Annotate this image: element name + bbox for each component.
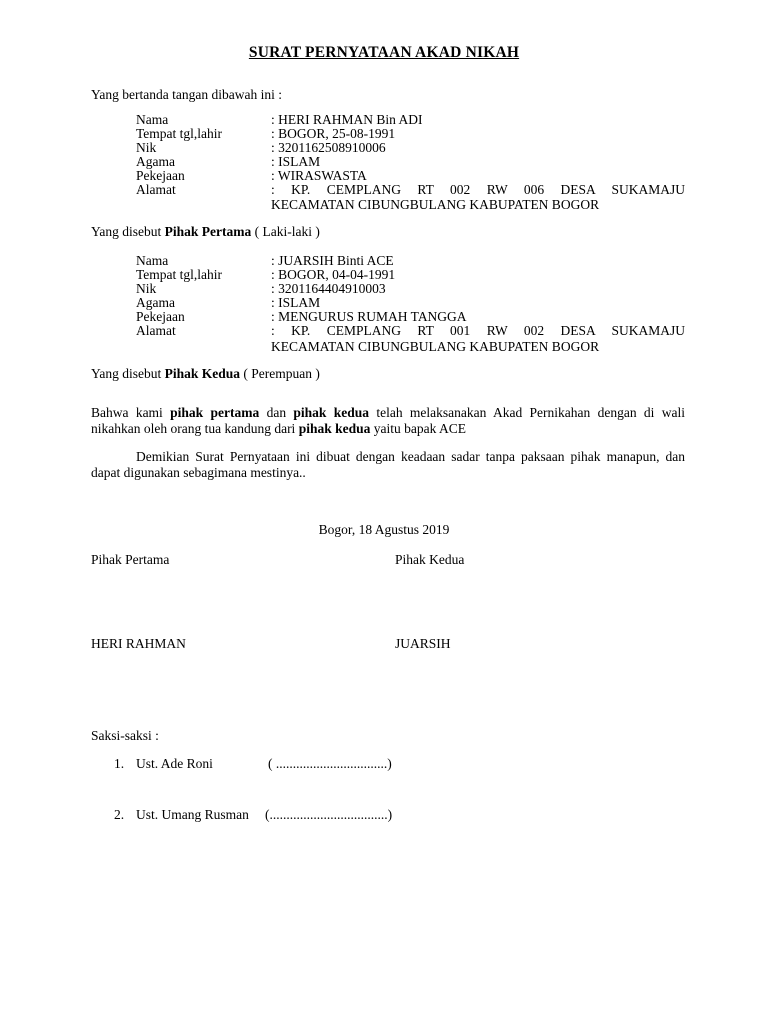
party1-nik-value: : 3201162508910006 bbox=[271, 140, 386, 155]
witness-signature-line: (...................................) bbox=[265, 807, 393, 822]
party2-religion-value: : ISLAM bbox=[271, 295, 321, 310]
party2-name-value: : JUARSIH Binti ACE bbox=[271, 253, 394, 268]
party1-job-label: Pekejaan bbox=[136, 168, 185, 183]
signature-left-label: Pihak Pertama bbox=[91, 552, 170, 567]
party1-birth-label: Tempat tgl,lahir bbox=[136, 126, 223, 141]
party1-role: Pihak Pertama bbox=[164, 224, 252, 239]
party1-job-value: : WIRASWASTA bbox=[271, 168, 367, 183]
closing-paragraph: Demikian Surat Pernyataan ini dibuat dengan keadaan sadar tanpa paksaan pihak manapun, dan dapat digunakan sebagimana mestinya.. bbox=[91, 449, 685, 480]
party2-job-label: Pekejaan bbox=[136, 309, 185, 324]
party1-name-value: : HERI RAHMAN Bin ADI bbox=[271, 112, 423, 127]
party2-job-value: : MENGURUS RUMAH TANGGA bbox=[271, 309, 467, 324]
party2-name-label: Nama bbox=[136, 253, 169, 268]
party1-religion-label: Agama bbox=[136, 154, 175, 169]
party2-nik-value: : 3201164404910003 bbox=[271, 281, 386, 296]
signature-right-name: JUARSIH bbox=[395, 636, 451, 651]
party1-address-label: Alamat bbox=[136, 182, 176, 197]
party2-called: Yang disebut Pihak Kedua ( Perempuan ) bbox=[91, 366, 320, 381]
party1-nik-label: Nik bbox=[136, 140, 157, 155]
party1-name-label: Nama bbox=[136, 112, 169, 127]
witness-number: 2. bbox=[114, 807, 125, 822]
intro-text: Yang bertanda tangan dibawah ini : bbox=[91, 87, 282, 102]
party2-address-value: : KP. CEMPLANG RT 001 RW 002 DESA SUKAMAJU bbox=[271, 323, 685, 338]
witness-name: Ust. Umang Rusman bbox=[136, 807, 249, 822]
place-date: Bogor, 18 Agustus 2019 bbox=[318, 522, 450, 537]
party2-nik-label: Nik bbox=[136, 281, 157, 296]
party1-address-value-line2: KECAMATAN CIBUNGBULANG KABUPATEN BOGOR bbox=[271, 197, 600, 212]
statement-paragraph: Bahwa kami pihak pertama dan pihak kedua telah melaksanakan Akad Pernikahan dengan di wali nikahkan oleh orang tua kandung dari pihak kedua yaitu bapak ACE bbox=[91, 405, 685, 436]
party1-called: Yang disebut Pihak Pertama ( Laki-laki ) bbox=[91, 224, 320, 239]
witness-name: Ust. Ade Roni bbox=[136, 756, 213, 771]
party1-birth-value: : BOGOR, 25-08-1991 bbox=[271, 126, 396, 141]
signature-right-label: Pihak Kedua bbox=[395, 552, 465, 567]
witnesses-label: Saksi-saksi : bbox=[91, 728, 159, 743]
party2-birth-label: Tempat tgl,lahir bbox=[136, 267, 223, 282]
witness-signature-line: ( .................................) bbox=[268, 756, 392, 771]
signature-left-name: HERI RAHMAN bbox=[91, 636, 186, 651]
party2-role: Pihak Kedua bbox=[164, 366, 241, 381]
party1-religion-value: : ISLAM bbox=[271, 154, 321, 169]
witness-number: 1. bbox=[114, 756, 125, 771]
party2-address-value-line2: KECAMATAN CIBUNGBULANG KABUPATEN BOGOR bbox=[271, 339, 600, 354]
party2-address-label: Alamat bbox=[136, 323, 176, 338]
party2-religion-label: Agama bbox=[136, 295, 175, 310]
document-title: SURAT PERNYATAAN AKAD NIKAH bbox=[248, 44, 520, 61]
party1-address-value: : KP. CEMPLANG RT 002 RW 006 DESA SUKAMAJU bbox=[271, 182, 685, 197]
party2-birth-value: : BOGOR, 04-04-1991 bbox=[271, 267, 396, 282]
